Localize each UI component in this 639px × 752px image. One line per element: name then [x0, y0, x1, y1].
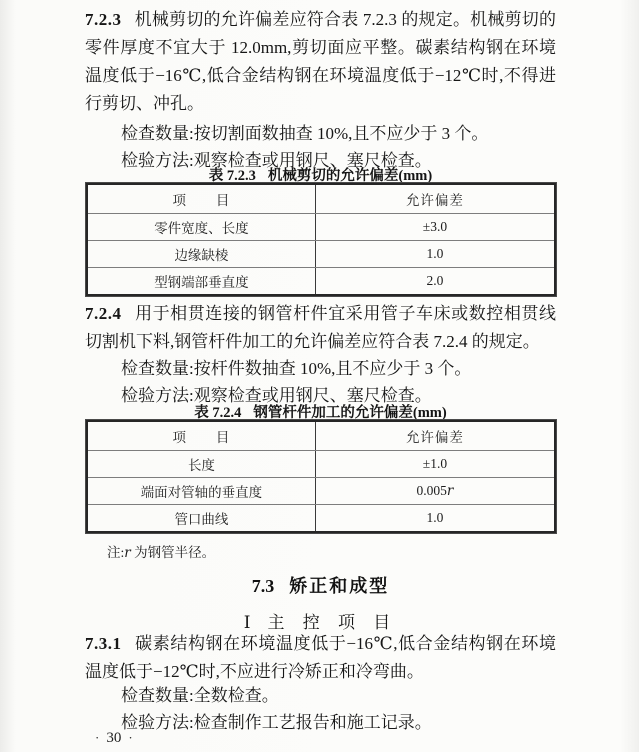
table-7-2-4-caption: [85, 401, 556, 422]
clause-7-2-3-check-method: 检验方法:观察检查或用钢尺、塞尺检查。: [121, 151, 432, 170]
clause-7-2-4-check-quantity: 检查数量:按杆件数抽查 10%,且不应少于 3 个。: [121, 359, 472, 378]
subsection-roman-numeral: Ⅰ: [243, 613, 251, 632]
value-variable: r: [446, 483, 454, 499]
clause-7-2-3-text: 机械剪切的允许偏差应符合表 7.2.3 的规定。机械剪切的零件厚度不宜大于 12.0mm,剪切面应平整。碳素结构钢在环境温度低于−16℃,低合金结构钢在环境温度低于−12℃时,不得进行剪切、冲孔。: [85, 10, 556, 113]
table-cell-value: [315, 478, 555, 505]
table-row: [87, 478, 555, 505]
value-text: 1.0: [426, 246, 444, 261]
table-cell-value: [315, 268, 555, 296]
section-heading-number: 7.3: [251, 576, 275, 596]
table-cell-item: 型钢端部垂直度: [87, 268, 315, 296]
value-text: ±1.0: [422, 456, 448, 471]
value-text: ±3.0: [422, 219, 448, 234]
clause-7-3-1-check-method: 检验方法:检查制作工艺报告和施工记录。: [121, 713, 432, 732]
clause-7-3-1-text: 碳素结构钢在环境温度低于−16℃,低合金结构钢在环境温度低于−12℃时,不应进行冷矫正和冷弯曲。: [85, 634, 556, 681]
page-number-right-dot: ·: [128, 730, 133, 745]
table-7-2-3-header-row: [87, 184, 555, 214]
table-7-2-4-note: [107, 541, 215, 561]
page-number: [95, 730, 133, 747]
table-7-2-3-caption-title: 机械剪切的允许偏差(mm): [267, 168, 433, 184]
clause-7-2-3-check-quantity: 检查数量:按切割面数抽查 10%,且不应少于 3 个。: [121, 124, 489, 143]
table-cell-item: 长度: [87, 451, 315, 478]
table-row: [87, 268, 555, 296]
table-7-2-3-header-item: 项 目: [87, 184, 315, 214]
table-cell-value: [315, 505, 555, 533]
table-cell-item: 边缘缺棱: [87, 241, 315, 268]
note-text: 为钢管半径。: [130, 545, 216, 560]
clause-7-2-4-text: 用于相贯连接的钢管杆件宜采用管子车床或数控相贯线切割机下料,钢管杆件加工的允许偏差应符合表 7.2.4 的规定。: [85, 304, 556, 351]
table-cell-item: 端面对管轴的垂直度: [87, 478, 315, 505]
value-text: 1.0: [426, 510, 444, 525]
clause-7-2-4-check-method: 检验方法:观察检查或用钢尺、塞尺检查。: [121, 386, 432, 405]
clause-7-2-3: [85, 6, 556, 118]
clause-7-3-1-check-quantity: 检查数量:全数检查。: [121, 686, 279, 705]
page-number-left-dot: ·: [95, 730, 100, 745]
table-row: [87, 241, 555, 268]
table-cell-item: 管口曲线: [87, 505, 315, 533]
table-7-2-4-caption-title: 钢管杆件加工的允许偏差(mm): [253, 405, 447, 421]
clause-7-2-3-number: 7.2.3: [85, 10, 122, 29]
section-heading-title: 矫正和成型: [289, 576, 390, 596]
clause-7-3-1: [85, 630, 556, 686]
table-row: [87, 505, 555, 533]
subsection-title: 主 控 项 目: [267, 613, 398, 632]
clause-7-3-1-number: 7.3.1: [85, 634, 122, 653]
table-7-2-3-caption-label: 表 7.2.3: [208, 168, 256, 184]
clause-7-2-4-number: 7.2.4: [85, 304, 122, 323]
value-text: 2.0: [426, 273, 444, 288]
table-7-2-3-caption: [85, 164, 556, 185]
note-label: 注:: [107, 545, 125, 560]
table-7-2-4-header-tolerance: 允许偏差: [315, 421, 555, 451]
table-7-2-3: [86, 183, 556, 296]
section-heading-7-3: [85, 572, 556, 598]
table-cell-value: [315, 241, 555, 268]
table-row: [87, 214, 555, 241]
table-cell-value: [315, 214, 555, 241]
clause-7-2-4: [85, 300, 556, 356]
page-number-value: 30: [106, 730, 122, 746]
table-cell-item: 零件宽度、长度: [87, 214, 315, 241]
table-row: [87, 451, 555, 478]
note-variable: r: [124, 545, 131, 561]
value-text: 0.005: [416, 483, 447, 498]
table-7-2-4-header-row: [87, 421, 555, 451]
table-7-2-3-header-tolerance: 允许偏差: [315, 184, 555, 214]
table-cell-value: [315, 451, 555, 478]
table-7-2-4-caption-label: 表 7.2.4: [194, 405, 242, 421]
table-7-2-4: [86, 420, 556, 533]
table-7-2-4-header-item: 项 目: [87, 421, 315, 451]
